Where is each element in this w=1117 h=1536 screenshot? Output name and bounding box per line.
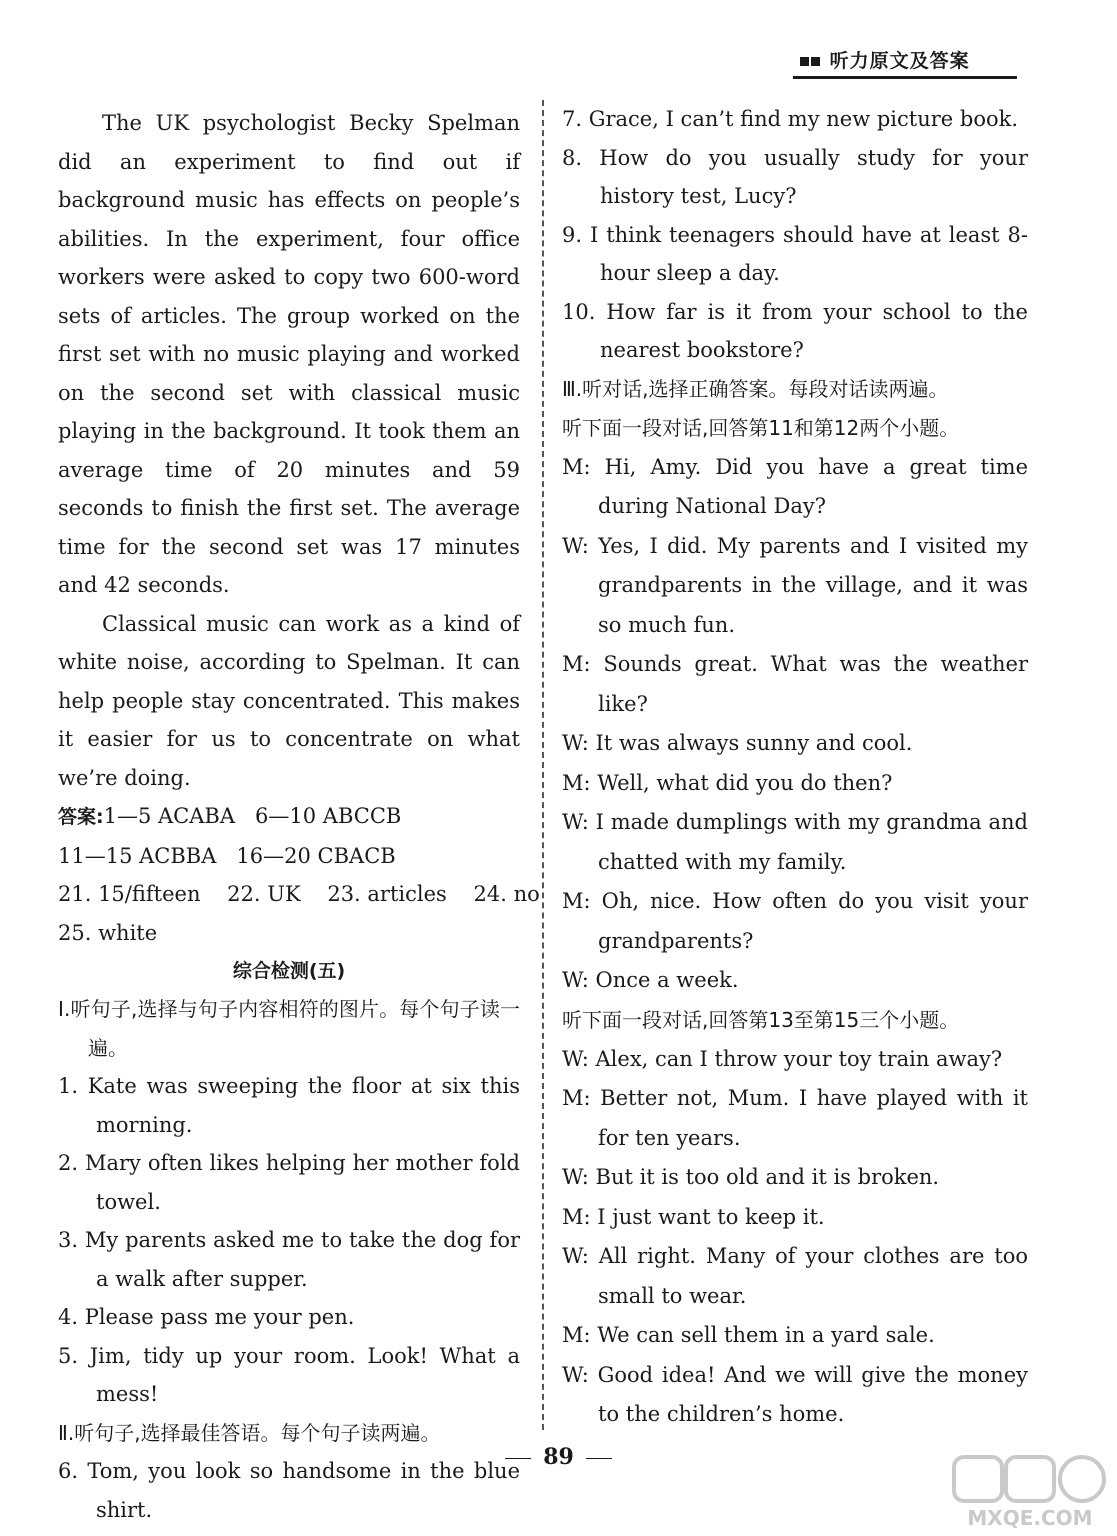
- watermark-logo: [950, 1455, 1110, 1530]
- instruction: 听下面一段对话,回答第13至第15三个小题。: [562, 1007, 960, 1032]
- section-heading: Ⅱ.听句子,选择最佳答语。每个句子读两遍。: [58, 1420, 441, 1445]
- dialog-line: W: All right. Many of your clothes are too small to wear.: [562, 1244, 1028, 1308]
- dialog-line: M: Better not, Mum. I have played with it for ten years.: [562, 1086, 1028, 1150]
- list-item: 7. Grace, I can’t find my new picture book.: [562, 107, 1019, 131]
- column-divider: [542, 100, 544, 1430]
- answer-line: 11—15 ACBBA 16—20 CBACB: [58, 843, 396, 868]
- list-item: 4. Please pass me your pen.: [58, 1305, 355, 1329]
- dialog-line: W: I made dumplings with my grandma and chatted with my family.: [562, 810, 1028, 874]
- section-heading: Ⅲ.听对话,选择正确答案。每段对话读两遍。: [562, 376, 949, 401]
- list-item: 10. How far is it from your school to the nearest bookstore?: [562, 299, 1028, 362]
- header-square-icon: [811, 57, 820, 66]
- header-rule: [793, 76, 1017, 79]
- dialog-line: M: We can sell them in a yard sale.: [562, 1323, 935, 1347]
- dialog-line: W: Once a week.: [562, 968, 739, 992]
- section-heading: Ⅰ.听句子,选择与句子内容相符的图片。每个句子读一遍。: [58, 997, 520, 1060]
- list-item: 9. I think teenagers should have at least 8-hour sleep a day.: [562, 222, 1028, 285]
- dialog-line: W: Yes, I did. My parents and I visited my grandparents in the village, and it was so much fun.: [562, 533, 1028, 637]
- dialog-line: M: Sounds great. What was the weather like?: [562, 652, 1028, 716]
- svg-text:MXQE.COM: MXQE.COM: [967, 1506, 1093, 1530]
- list-item: 2. Mary often likes helping her mother fold towel.: [58, 1151, 520, 1214]
- page-number: 89: [0, 1444, 1117, 1470]
- list-item: 5. Jim, tidy up your room. Look! What a mess!: [58, 1343, 520, 1406]
- instruction: 听下面一段对话,回答第11和第12两个小题。: [562, 415, 960, 440]
- page-number-dash: [505, 1458, 531, 1459]
- dialog-line: W: Alex, can I throw your toy train away?: [562, 1046, 1003, 1071]
- list-item: 3. My parents asked me to take the dog for a walk after supper.: [58, 1228, 520, 1291]
- answer-label: 答案:: [58, 806, 104, 828]
- dialog-line: W: It was always sunny and cool.: [562, 731, 913, 755]
- passage-paragraph: Classical music can work as a kind of white noise, according to Spelman. It can help people stay concentrated. This makes it easier for us to concentrate on what we’re doing.: [58, 611, 520, 790]
- dialog-line: W: Good idea! And we will give the money to the children’s home.: [562, 1362, 1028, 1426]
- dialog-line: M: Hi, Amy. Did you have a great time during National Day?: [562, 454, 1028, 518]
- header-title: 听力原文及答案: [829, 50, 970, 72]
- header-square-icon: [800, 57, 809, 66]
- list-item: 1. Kate was sweeping the floor at six this morning.: [58, 1074, 520, 1137]
- dialog-line: M: Oh, nice. How often do you visit your grandparents?: [562, 889, 1028, 953]
- section-title: 综合检测(五): [232, 960, 346, 982]
- answer-line: 答案:1—5 ACABA 6—10 ABCCB: [58, 804, 402, 828]
- left-column: [58, 104, 540, 1529]
- running-header: [800, 46, 1030, 73]
- page-number-dash: [586, 1458, 612, 1459]
- right-column: [562, 100, 1028, 1435]
- passage-paragraph: The UK psychologist Becky Spelman did an experiment to find out if background music has effects on people’s abilities. In the experiment, four office workers were asked to copy two 600-word sets of articles. The group worked on the first set with no music playing and worked on the second set with classical music playing in the background. It took them an average time of 20 minutes and 59 seconds to finish the first set. The average time for the second set was 17 minutes and 42 seconds.: [58, 111, 520, 597]
- list-item: 6. Tom, you look so handsome in the blue shirt.: [58, 1459, 520, 1522]
- answer-line: 21. 15/fifteen 22. UK 23. articles 24. no: [58, 882, 540, 906]
- list-item: 8. How do you usually study for your history test, Lucy?: [562, 145, 1028, 208]
- dialog-line: M: I just want to keep it.: [562, 1204, 825, 1229]
- answer-line: 25. white: [58, 920, 158, 945]
- dialog-line: M: Well, what did you do then?: [562, 770, 893, 795]
- dialog-line: W: But it is too old and it is broken.: [562, 1165, 940, 1189]
